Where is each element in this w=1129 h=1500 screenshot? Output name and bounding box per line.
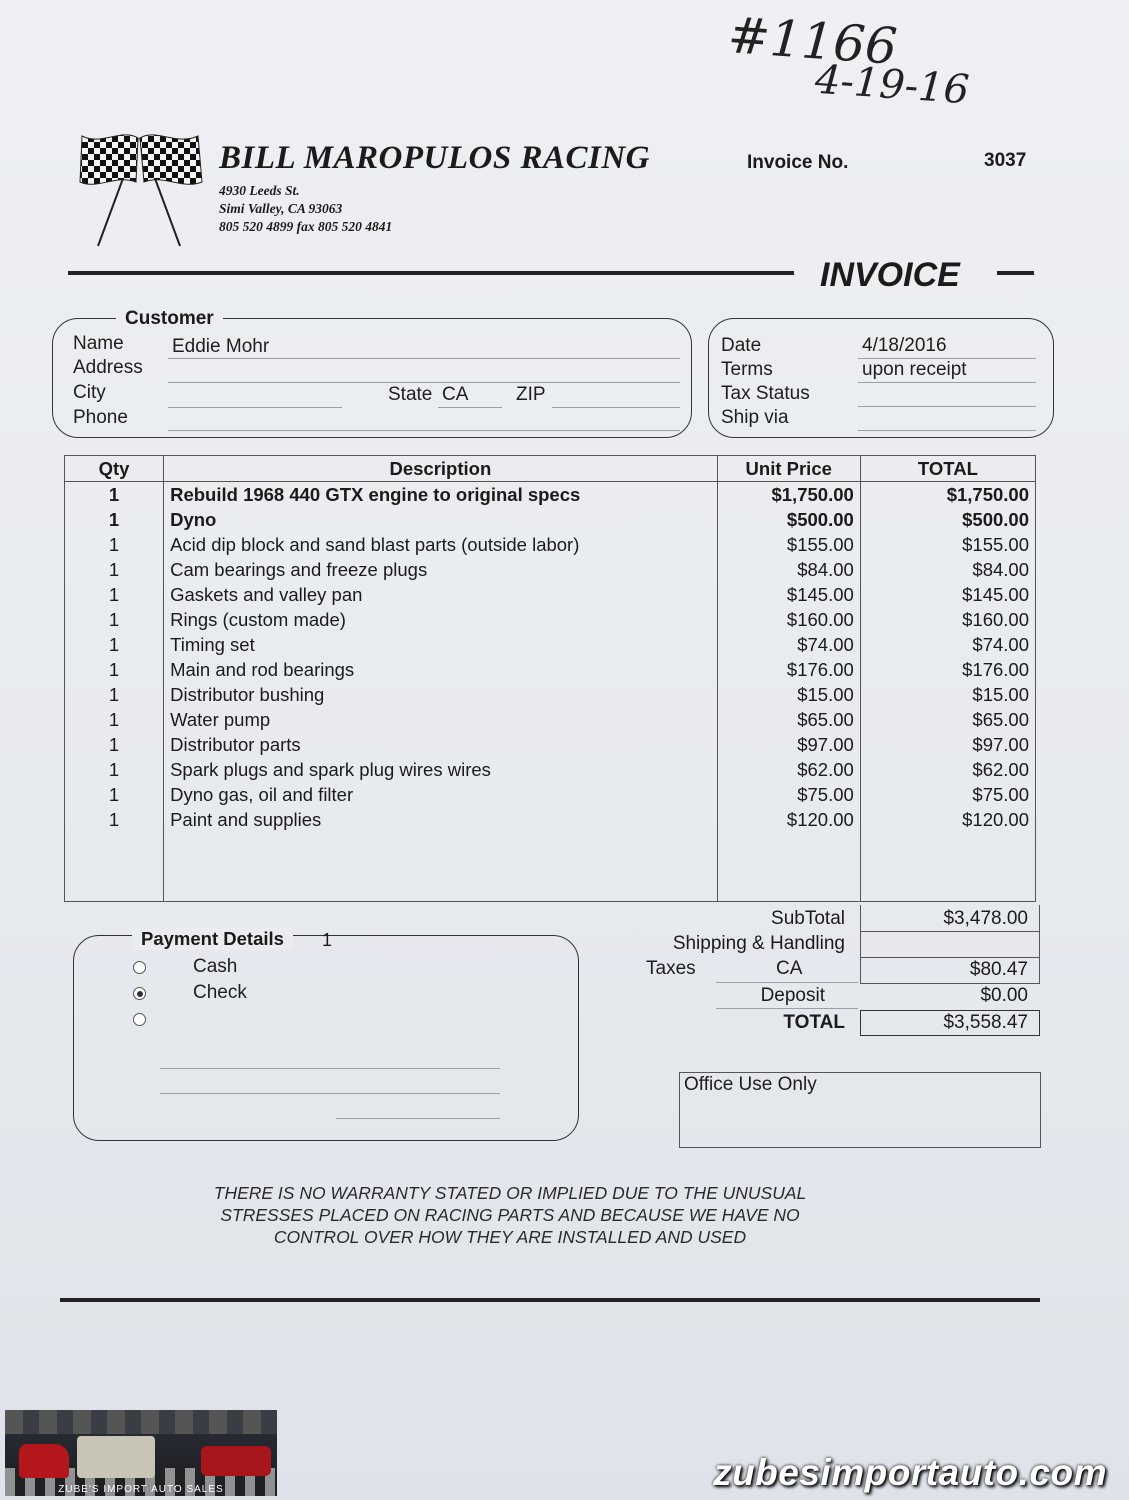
taxes-value: $80.47 [969, 959, 1028, 980]
other-radio[interactable] [133, 1013, 146, 1026]
table-row [65, 632, 1036, 657]
company-phone: 805 520 4899 fax 805 520 4841 [219, 219, 393, 234]
qty-cell: 1 [65, 582, 164, 607]
table-row [65, 657, 1036, 682]
qty-cell: 1 [65, 632, 164, 657]
payment-heading: Payment Details [132, 928, 293, 950]
customer-box [52, 318, 692, 438]
table-row [65, 732, 1036, 757]
description-cell: Distributor parts [164, 732, 718, 757]
state-label: State [388, 384, 433, 405]
terms-label: Terms [721, 359, 773, 380]
total-cell: $75.00 [860, 782, 1035, 807]
phone-label: Phone [73, 407, 128, 428]
warranty-line-2: STRESSES PLACED ON RACING PARTS AND BECAUSE WE HAVE NO [220, 1205, 800, 1225]
name-line [168, 358, 680, 359]
total-cell: $15.00 [860, 682, 1035, 707]
photo-ceiling [5, 1410, 277, 1434]
total-cell: $155.00 [860, 532, 1035, 557]
total-cell: $120.00 [860, 807, 1035, 832]
handwritten-number: #1166 [726, 6, 899, 76]
total-cell: $145.00 [860, 582, 1035, 607]
empty-cell [860, 832, 1035, 902]
subtotal-label: SubTotal [771, 908, 845, 929]
description-cell: Cam bearings and freeze plugs [164, 557, 718, 582]
zip-line [552, 407, 680, 408]
total-cell: $160.00 [860, 607, 1035, 632]
unit-price-cell: $65.00 [717, 707, 860, 732]
table-row [65, 757, 1036, 782]
deposit-label: Deposit [760, 985, 825, 1006]
total-cell: $65.00 [860, 707, 1035, 732]
unit-price-cell: $74.00 [717, 632, 860, 657]
payment-cursor-mark: 1 [322, 930, 333, 950]
customer-heading: Customer [116, 308, 223, 330]
photo-caption: ZUBE'S IMPORT AUTO SALES [58, 1484, 224, 1495]
table-row [65, 507, 1036, 532]
qty-cell: 1 [65, 757, 164, 782]
qty-cell: 1 [65, 707, 164, 732]
empty-cell [164, 832, 718, 902]
total-header: TOTAL [860, 456, 1035, 482]
total-cell: $176.00 [860, 657, 1035, 682]
taxes-label: Taxes [646, 958, 696, 979]
qty-cell: 1 [65, 532, 164, 557]
unit-price-cell: $145.00 [717, 582, 860, 607]
warranty-line-1: THERE IS NO WARRANTY STATED OR IMPLIED DUE TO THE UNUSUAL [213, 1183, 807, 1203]
description-cell: Distributor bushing [164, 682, 718, 707]
line-items-table [64, 455, 1036, 902]
unit-price-cell: $120.00 [717, 807, 860, 832]
description-cell: Spark plugs and spark plug wires wires [164, 757, 718, 782]
table-row [65, 482, 1036, 508]
invoice-title: INVOICE [820, 256, 960, 294]
photo-red-car [201, 1446, 271, 1476]
date-label: Date [721, 335, 762, 356]
shipping-cell [860, 931, 1040, 958]
taxes-line [716, 982, 858, 983]
terms-line [858, 382, 1036, 383]
name-label: Name [73, 333, 124, 354]
invoice-no-label: Invoice No. [747, 152, 849, 173]
ship-via-label: Ship via [721, 407, 789, 428]
check-radio[interactable] [133, 987, 146, 1000]
title-dash [997, 271, 1034, 275]
company-street: 4930 Leeds St. [219, 183, 300, 198]
qty-cell: 1 [65, 782, 164, 807]
tax-status-line [858, 406, 1036, 407]
description-cell: Paint and supplies [164, 807, 718, 832]
empty-cell [717, 832, 860, 902]
unit-price-cell: $500.00 [717, 507, 860, 532]
company-name: BILL MAROPULOS RACING [219, 140, 651, 176]
payment-line-3 [336, 1118, 500, 1119]
qty-cell: 1 [65, 482, 164, 508]
name-value: Eddie Mohr [172, 336, 270, 357]
total-label: TOTAL [783, 1012, 845, 1033]
total-cell: $74.00 [860, 632, 1035, 657]
unit-price-cell: $84.00 [717, 557, 860, 582]
qty-cell: 1 [65, 807, 164, 832]
description-header: Description [164, 456, 718, 482]
warranty-line-3: CONTROL OVER HOW THEY ARE INSTALLED AND USED [273, 1227, 747, 1247]
phone-line [168, 430, 680, 431]
payment-line-1 [160, 1068, 500, 1069]
ship-via-line [858, 430, 1036, 431]
qty-cell: 1 [65, 657, 164, 682]
description-cell: Acid dip block and sand blast parts (outside labor) [164, 532, 718, 557]
total-cell: $84.00 [860, 557, 1035, 582]
qty-header: Qty [65, 456, 164, 482]
unit-price-cell: $176.00 [717, 657, 860, 682]
table-row [65, 682, 1036, 707]
header-rule [68, 271, 794, 275]
qty-cell: 1 [65, 507, 164, 532]
payment-line-2 [160, 1093, 500, 1094]
site-watermark: zubesimportauto.com [713, 1452, 1107, 1493]
description-cell: Dyno gas, oil and filter [164, 782, 718, 807]
city-label: City [73, 382, 106, 403]
cash-label: Cash [193, 956, 238, 977]
address-label: Address [73, 357, 143, 378]
handwritten-date: 4-19-16 [813, 56, 971, 114]
description-cell: Timing set [164, 632, 718, 657]
company-city: Simi Valley, CA 93063 [219, 201, 343, 216]
table-row [65, 807, 1036, 832]
description-cell: Water pump [164, 707, 718, 732]
taxes-region: CA [776, 958, 803, 979]
description-cell: Dyno [164, 507, 718, 532]
unit-price-header: Unit Price [717, 456, 860, 482]
table-row [65, 557, 1036, 582]
check-label: Check [193, 982, 247, 1003]
qty-cell: 1 [65, 682, 164, 707]
unit-price-cell: $160.00 [717, 607, 860, 632]
empty-cell [65, 832, 164, 902]
tax-status-label: Tax Status [721, 383, 810, 404]
unit-price-cell: $15.00 [717, 682, 860, 707]
state-line [438, 407, 502, 408]
terms-value: upon receipt [862, 359, 967, 380]
qty-cell: 1 [65, 732, 164, 757]
state-value: CA [442, 384, 469, 405]
table-header-row [65, 456, 1036, 482]
city-line [168, 407, 342, 408]
address-line [168, 382, 680, 383]
description-cell: Gaskets and valley pan [164, 582, 718, 607]
deposit-line [716, 1008, 858, 1009]
total-cell: $97.00 [860, 732, 1035, 757]
description-cell: Rebuild 1968 440 GTX engine to original specs [164, 482, 718, 508]
description-cell: Main and rod bearings [164, 657, 718, 682]
unit-price-cell: $1,750.00 [717, 482, 860, 508]
payment-box [73, 935, 579, 1141]
photo-red-truck [19, 1444, 69, 1478]
description-cell: Rings (custom made) [164, 607, 718, 632]
total-cell: $500.00 [860, 507, 1035, 532]
total-cell: $1,750.00 [860, 482, 1035, 508]
table-filler-row [65, 832, 1036, 902]
table-row [65, 782, 1036, 807]
shipping-label: Shipping & Handling [672, 933, 845, 954]
photo-white-bronco [77, 1436, 155, 1478]
subtotal-value: $3,478.00 [943, 908, 1028, 929]
dealer-photo [5, 1410, 277, 1496]
date-value: 4/18/2016 [862, 335, 947, 356]
unit-price-cell: $75.00 [717, 782, 860, 807]
deposit-value: $0.00 [980, 985, 1028, 1006]
unit-price-cell: $155.00 [717, 532, 860, 557]
cash-radio[interactable] [133, 961, 146, 974]
unit-price-cell: $62.00 [717, 757, 860, 782]
warranty-notice [170, 1182, 850, 1248]
qty-cell: 1 [65, 607, 164, 632]
total-value: $3,558.47 [943, 1012, 1028, 1033]
office-use-label: Office Use Only [684, 1074, 817, 1095]
unit-price-cell: $97.00 [717, 732, 860, 757]
total-cell: $62.00 [860, 757, 1035, 782]
table-row [65, 532, 1036, 557]
checkered-flags-logo [76, 124, 206, 250]
qty-cell: 1 [65, 557, 164, 582]
invoice-no-value: 3037 [984, 150, 1027, 171]
zip-label: ZIP [516, 384, 546, 405]
table-row [65, 707, 1036, 732]
table-row [65, 582, 1036, 607]
footer-rule [60, 1298, 1040, 1302]
table-row [65, 607, 1036, 632]
